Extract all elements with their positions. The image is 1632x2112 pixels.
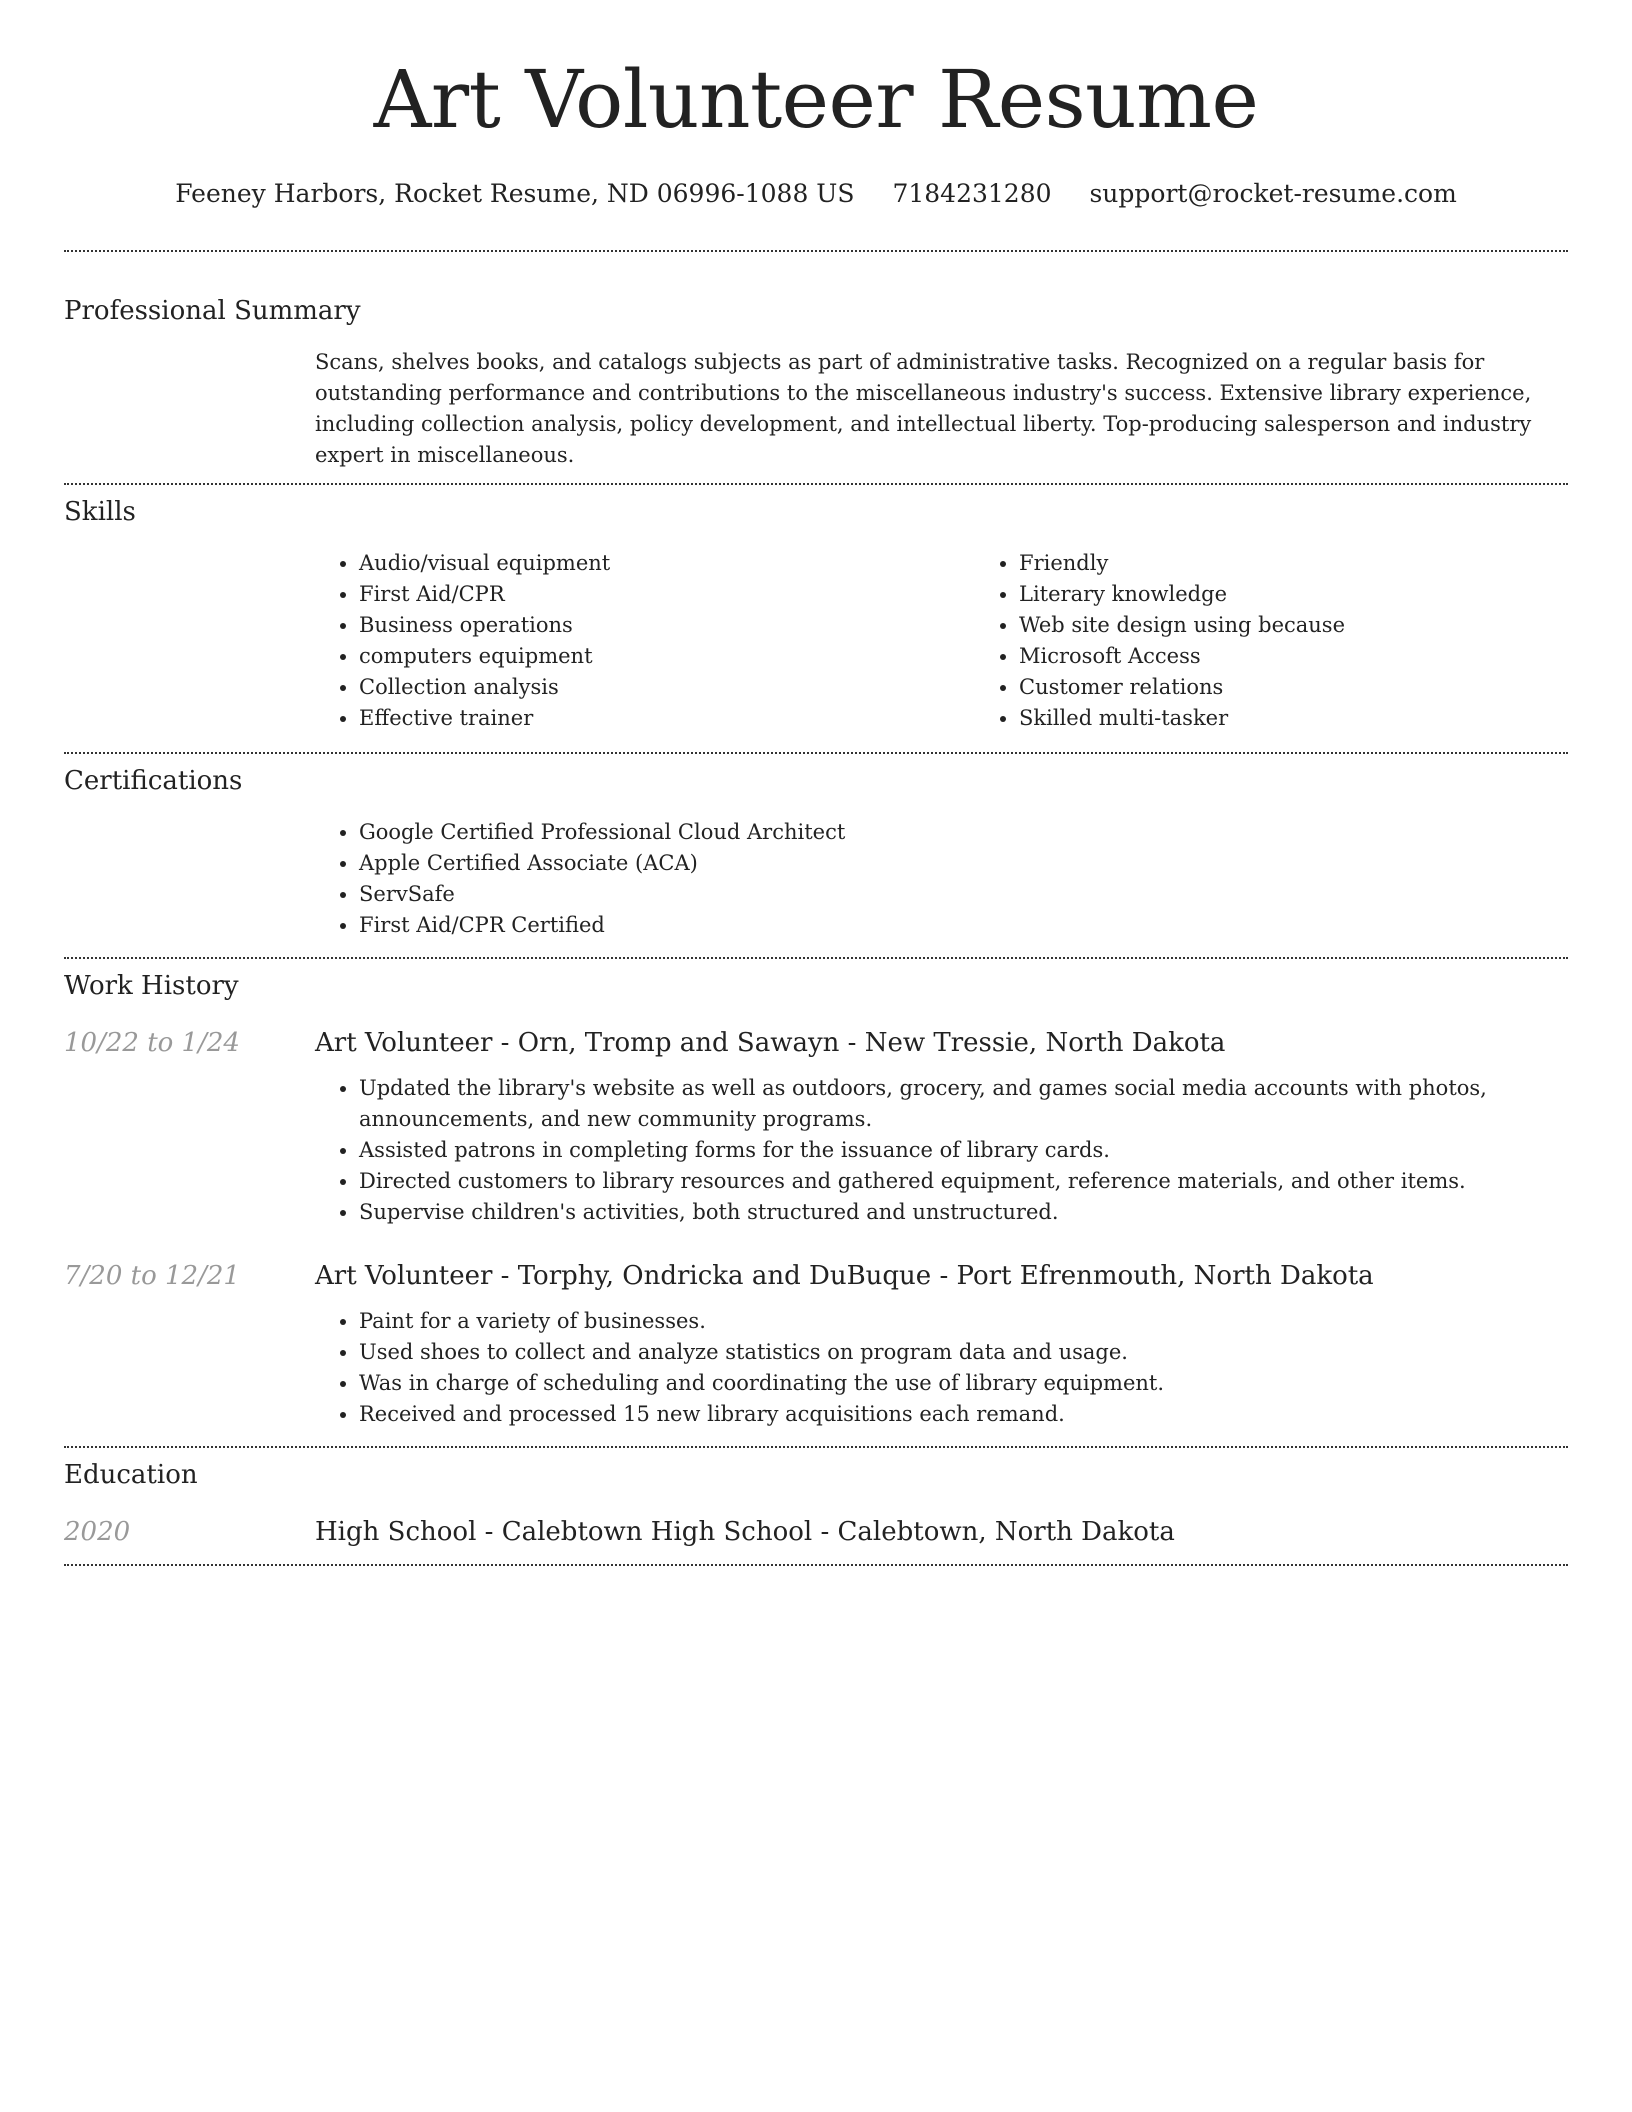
section-heading-summary: Professional Summary [64, 296, 361, 326]
skill-item: • Customer relations [1019, 672, 1632, 703]
job-entry [64, 1026, 1568, 1228]
skill-item: • Web site design using because [1019, 610, 1632, 641]
contact-line [64, 178, 1568, 210]
job-dates: 10/22 to 1/24 [64, 1028, 240, 1058]
summary-section [64, 295, 1568, 471]
skills-list [315, 548, 1632, 734]
certifications-list [315, 817, 1568, 941]
job-bullet: • Directed customers to library resources and gathered equipment, reference materials, and other items. [359, 1166, 1568, 1197]
certification-item: • Apple Certified Associate (ACA) [359, 848, 1568, 879]
divider [64, 1564, 1568, 1566]
work-history-section [64, 970, 1568, 1430]
job-title: Art Volunteer - Orn, Tromp and Sawayn - New Tressie, North Dakota [315, 1028, 1226, 1058]
education-degree: High School [315, 1517, 477, 1547]
skill-item: • Business operations [359, 610, 975, 641]
divider [64, 752, 1568, 754]
contact-email: support@rocket-resume.com [1089, 179, 1457, 208]
skill-item: • First Aid/CPR [359, 579, 975, 610]
education-entry [64, 1515, 1568, 1549]
education-detail: - Calebtown High School - Calebtown, North Dakota [476, 1517, 1175, 1547]
skills-column-left [315, 548, 975, 734]
skill-item: • computers equipment [359, 641, 975, 672]
job-bullet: • Received and processed 15 new library acquisitions each remand. [359, 1399, 1568, 1430]
summary-text: Scans, shelves books, and catalogs subjects as part of administrative tasks. Recognized on a regular basis for outstanding performance and contributions to the miscellaneous industry's success. Extensive library experience, including collection analysis, policy development, and intellectual liberty. Top-producing salesperson and industry expert in miscellaneous. [315, 350, 1532, 467]
skill-item: • Collection analysis [359, 672, 975, 703]
education-title [315, 1515, 1568, 1549]
certification-item: • First Aid/CPR Certified [359, 910, 1568, 941]
job-bullets [315, 1073, 1568, 1228]
job-dates: 7/20 to 12/21 [64, 1261, 240, 1291]
education-year: 2020 [64, 1517, 131, 1547]
job-bullet: • Updated the library's website as well as outdoors, grocery, and games social media accounts with photos, announcements, and new community programs. [359, 1073, 1568, 1135]
education-section [64, 1459, 1568, 1549]
divider [64, 250, 1568, 252]
section-heading-work-history: Work History [64, 971, 239, 1001]
job-bullet: • Used shoes to collect and analyze statistics on program data and usage. [359, 1337, 1568, 1368]
job-bullet: • Was in charge of scheduling and coordinating the use of library equipment. [359, 1368, 1568, 1399]
contact-address: Feeney Harbors, Rocket Resume, ND 06996-1088 US [175, 179, 855, 208]
job-entry [64, 1259, 1568, 1430]
divider [64, 1446, 1568, 1448]
resume-page [64, 0, 1568, 1566]
skills-section [64, 496, 1568, 734]
skills-column-right [975, 548, 1632, 734]
job-title: Art Volunteer - Torphy, Ondricka and DuBuque - Port Efrenmouth, North Dakota [315, 1261, 1374, 1291]
divider [64, 483, 1568, 485]
job-bullet: • Supervise children's activities, both structured and unstructured. [359, 1197, 1568, 1228]
section-heading-education: Education [64, 1460, 198, 1490]
job-bullet: • Paint for a variety of businesses. [359, 1306, 1568, 1337]
resume-title: Art Volunteer Resume [373, 53, 1259, 146]
skill-item: • Effective trainer [359, 703, 975, 734]
skill-item: • Audio/visual equipment [359, 548, 975, 579]
section-heading-certifications: Certifications [64, 766, 243, 796]
job-bullets [315, 1306, 1568, 1430]
certification-item: • ServSafe [359, 879, 1568, 910]
skill-item: • Skilled multi-tasker [1019, 703, 1632, 734]
skill-item: • Microsoft Access [1019, 641, 1632, 672]
certifications-section [64, 765, 1568, 941]
section-heading-skills: Skills [64, 497, 136, 527]
contact-phone: 7184231280 [892, 179, 1052, 208]
job-bullet: • Assisted patrons in completing forms for the issuance of library cards. [359, 1135, 1568, 1166]
divider [64, 957, 1568, 959]
skill-item: • Friendly [1019, 548, 1632, 579]
certification-item: • Google Certified Professional Cloud Architect [359, 817, 1568, 848]
skill-item: • Literary knowledge [1019, 579, 1632, 610]
